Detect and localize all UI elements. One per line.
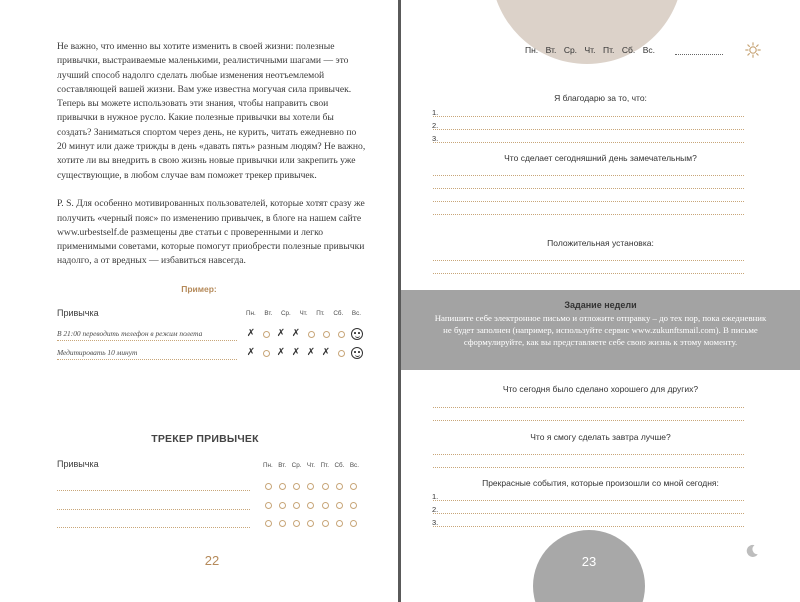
page-number-left: 22 [204,553,220,568]
example-line-2 [57,359,237,360]
example-habit-header: Привычка [57,308,99,318]
ps-paragraph: P. S. Для особенно мотивированных пользователей, которые хотят сразу же получить «черный пояс» по изменению привычек, в блоге на нашем сайте www.urbestself.de размещены две статьи с проверенными и легко применимыми советами, которые помогут приобрести полезные привычки надолго, а от вредных — избавиться навсегда. [57,198,365,267]
tracker-checkbox[interactable] [265,520,272,527]
empty-mark [323,331,330,338]
tracker-circles-2 [265,502,357,509]
gratitude-line-1[interactable] [433,116,744,117]
tracker-checkbox[interactable] [322,502,329,509]
smiley-icon [351,347,363,359]
tracker-line-2[interactable] [57,509,250,510]
done-mark: ✗ [321,347,331,358]
great-day-line-3[interactable] [433,201,744,202]
wonderful-events-question: Прекрасные события, которые произошли со мной сегодня: [482,478,719,488]
day-label: Пн. [263,462,273,469]
tracker-checkbox[interactable] [279,520,286,527]
day-label: Сб. [334,462,345,469]
tracker-checkbox[interactable] [265,502,272,509]
weekday-mon[interactable]: Пн. [525,45,539,55]
weekday-tue[interactable]: Вт. [545,45,557,55]
tracker-checkbox[interactable] [350,502,357,509]
example-line-1 [57,340,237,341]
week-task-box [401,290,800,370]
tracker-habit-header: Привычка [57,459,99,469]
day-label: Ср. [291,462,302,469]
tracker-checkbox[interactable] [322,520,329,527]
smiley-icon [351,328,363,340]
tracker-checkbox[interactable] [265,483,272,490]
weekday-thu[interactable]: Чт. [584,45,596,55]
gratitude-number-2: 2. [432,121,439,130]
date-field[interactable] [675,54,723,55]
example-habit-2: Медитировать 10 минут [57,348,138,357]
day-label: Чт. [299,310,308,317]
affirmation-question: Положительная установка: [547,238,654,248]
tracker-checkbox[interactable] [322,483,329,490]
empty-mark [308,331,315,338]
tracker-checkbox[interactable] [336,520,343,527]
events-line-3[interactable] [433,526,744,527]
intro-text [57,40,367,283]
gratitude-number-1: 1. [432,108,439,117]
weekday-fri[interactable]: Пт. [602,45,615,55]
tracker-title: ТРЕКЕР ПРИВЫЧЕК [151,433,259,445]
tracker-checkbox[interactable] [350,483,357,490]
week-task-title: Задание недели [564,300,637,310]
day-label: Вс. [351,310,361,317]
day-label: Ср. [280,310,291,317]
day-label: Пн. [246,310,256,317]
events-number-1: 1. [432,492,439,501]
tracker-checkbox[interactable] [336,502,343,509]
example-title: Пример: [181,284,217,294]
intro-paragraph: Не важно, что именно вы хотите изменить в своей жизни: полезные привычки, выстраиваемые маленькими, реалистичными шагами — это лучший способ надолго сделать любые изменения неотъемлемой составляющей вашей жизни. Вам уже известна могучая сила привычек. Теперь вы можете использовать эти знания, чтобы направить свои привычки в нужное русло. Какие полезные привычки вы хотели бы создать? Заниматься спортом через день, не курить, читать ежедневно по 20 минут или даже трижды в день «давать пять» разным людям? Не важно, хотите ли вы внедрить в свою жизнь новые привычки или закрепить уже существующие, в любом случае вам поможет трекер привычек. [57,41,366,181]
tracker-line-1[interactable] [57,490,250,491]
example-marks-1 [246,328,363,340]
tracker-checkbox[interactable] [307,502,314,509]
affirmation-line-2[interactable] [433,273,744,274]
weekday-sat[interactable]: Сб. [621,45,636,55]
great-day-line-1[interactable] [433,175,744,176]
empty-mark [263,350,270,357]
empty-mark [263,331,270,338]
great-day-question: Что сделает сегодняшний день замечательным? [504,153,697,163]
done-mark: ✗ [291,347,301,358]
example-marks-2 [246,347,363,359]
done-mark: ✗ [276,347,286,358]
done-mark: ✗ [276,328,286,339]
day-label: Вт. [264,310,273,317]
events-number-2: 2. [432,505,439,514]
great-day-line-4[interactable] [433,214,744,215]
example-days-header [246,310,361,317]
done-mark: ✗ [306,347,316,358]
tracker-line-3[interactable] [57,527,250,528]
affirmation-line-1[interactable] [433,260,744,261]
example-habit-1: В 21:00 переводить телефон в режим полета [57,329,203,338]
tracker-checkbox[interactable] [279,502,286,509]
day-label: Чт. [306,462,316,469]
tracker-checkbox[interactable] [307,520,314,527]
gratitude-number-3: 3. [432,134,439,143]
tracker-checkbox[interactable] [336,483,343,490]
done-mark: ✗ [246,328,256,339]
do-better-line-1[interactable] [433,454,744,455]
day-label: Сб. [333,310,344,317]
day-label: Пт. [320,462,329,469]
weekday-wed[interactable]: Ср. [563,45,578,55]
tracker-circles-1 [265,483,357,490]
do-better-line-2[interactable] [433,467,744,468]
sun-icon [745,42,761,58]
tracker-checkbox[interactable] [293,483,300,490]
do-better-question: Что я смогу сделать завтра лучше? [530,432,671,442]
day-label: Вс. [349,462,359,469]
done-mark: ✗ [291,328,301,339]
empty-mark [338,331,345,338]
week-task-text: Напишите себе электронное письмо и отложите отправку – до тех пор, пока ежедневник не будет заполнен (например, используйте сервис www.zukunftsmail.com). В письме сформулируйте, как вы представляете себе свою жизнь к этому моменту. [434,313,767,347]
tracker-circles-3 [265,520,357,527]
empty-mark [338,350,345,357]
tracker-checkbox[interactable] [293,520,300,527]
done-mark: ✗ [246,347,256,358]
great-day-line-2[interactable] [433,188,744,189]
good-for-others-line-1[interactable] [433,407,744,408]
gratitude-question: Я благодарю за то, что: [554,93,647,103]
good-for-others-line-2[interactable] [433,420,744,421]
good-for-others-question: Что сегодня было сделано хорошего для других? [502,384,699,394]
moon-icon [745,544,759,558]
week-days-row [525,45,655,55]
page-number-right: 23 [581,554,597,569]
left-page [0,0,398,602]
tracker-checkbox[interactable] [350,520,357,527]
tracker-days-header [263,462,359,469]
gratitude-line-2[interactable] [433,129,744,130]
tracker-checkbox[interactable] [293,502,300,509]
day-label: Вт. [278,462,287,469]
tracker-checkbox[interactable] [279,483,286,490]
events-line-1[interactable] [433,500,744,501]
weekday-sun[interactable]: Вс. [642,45,655,55]
events-line-2[interactable] [433,513,744,514]
tracker-checkbox[interactable] [307,483,314,490]
right-page [401,0,800,602]
gratitude-line-3[interactable] [433,142,744,143]
day-label: Пт. [316,310,325,317]
events-number-3: 3. [432,518,439,527]
